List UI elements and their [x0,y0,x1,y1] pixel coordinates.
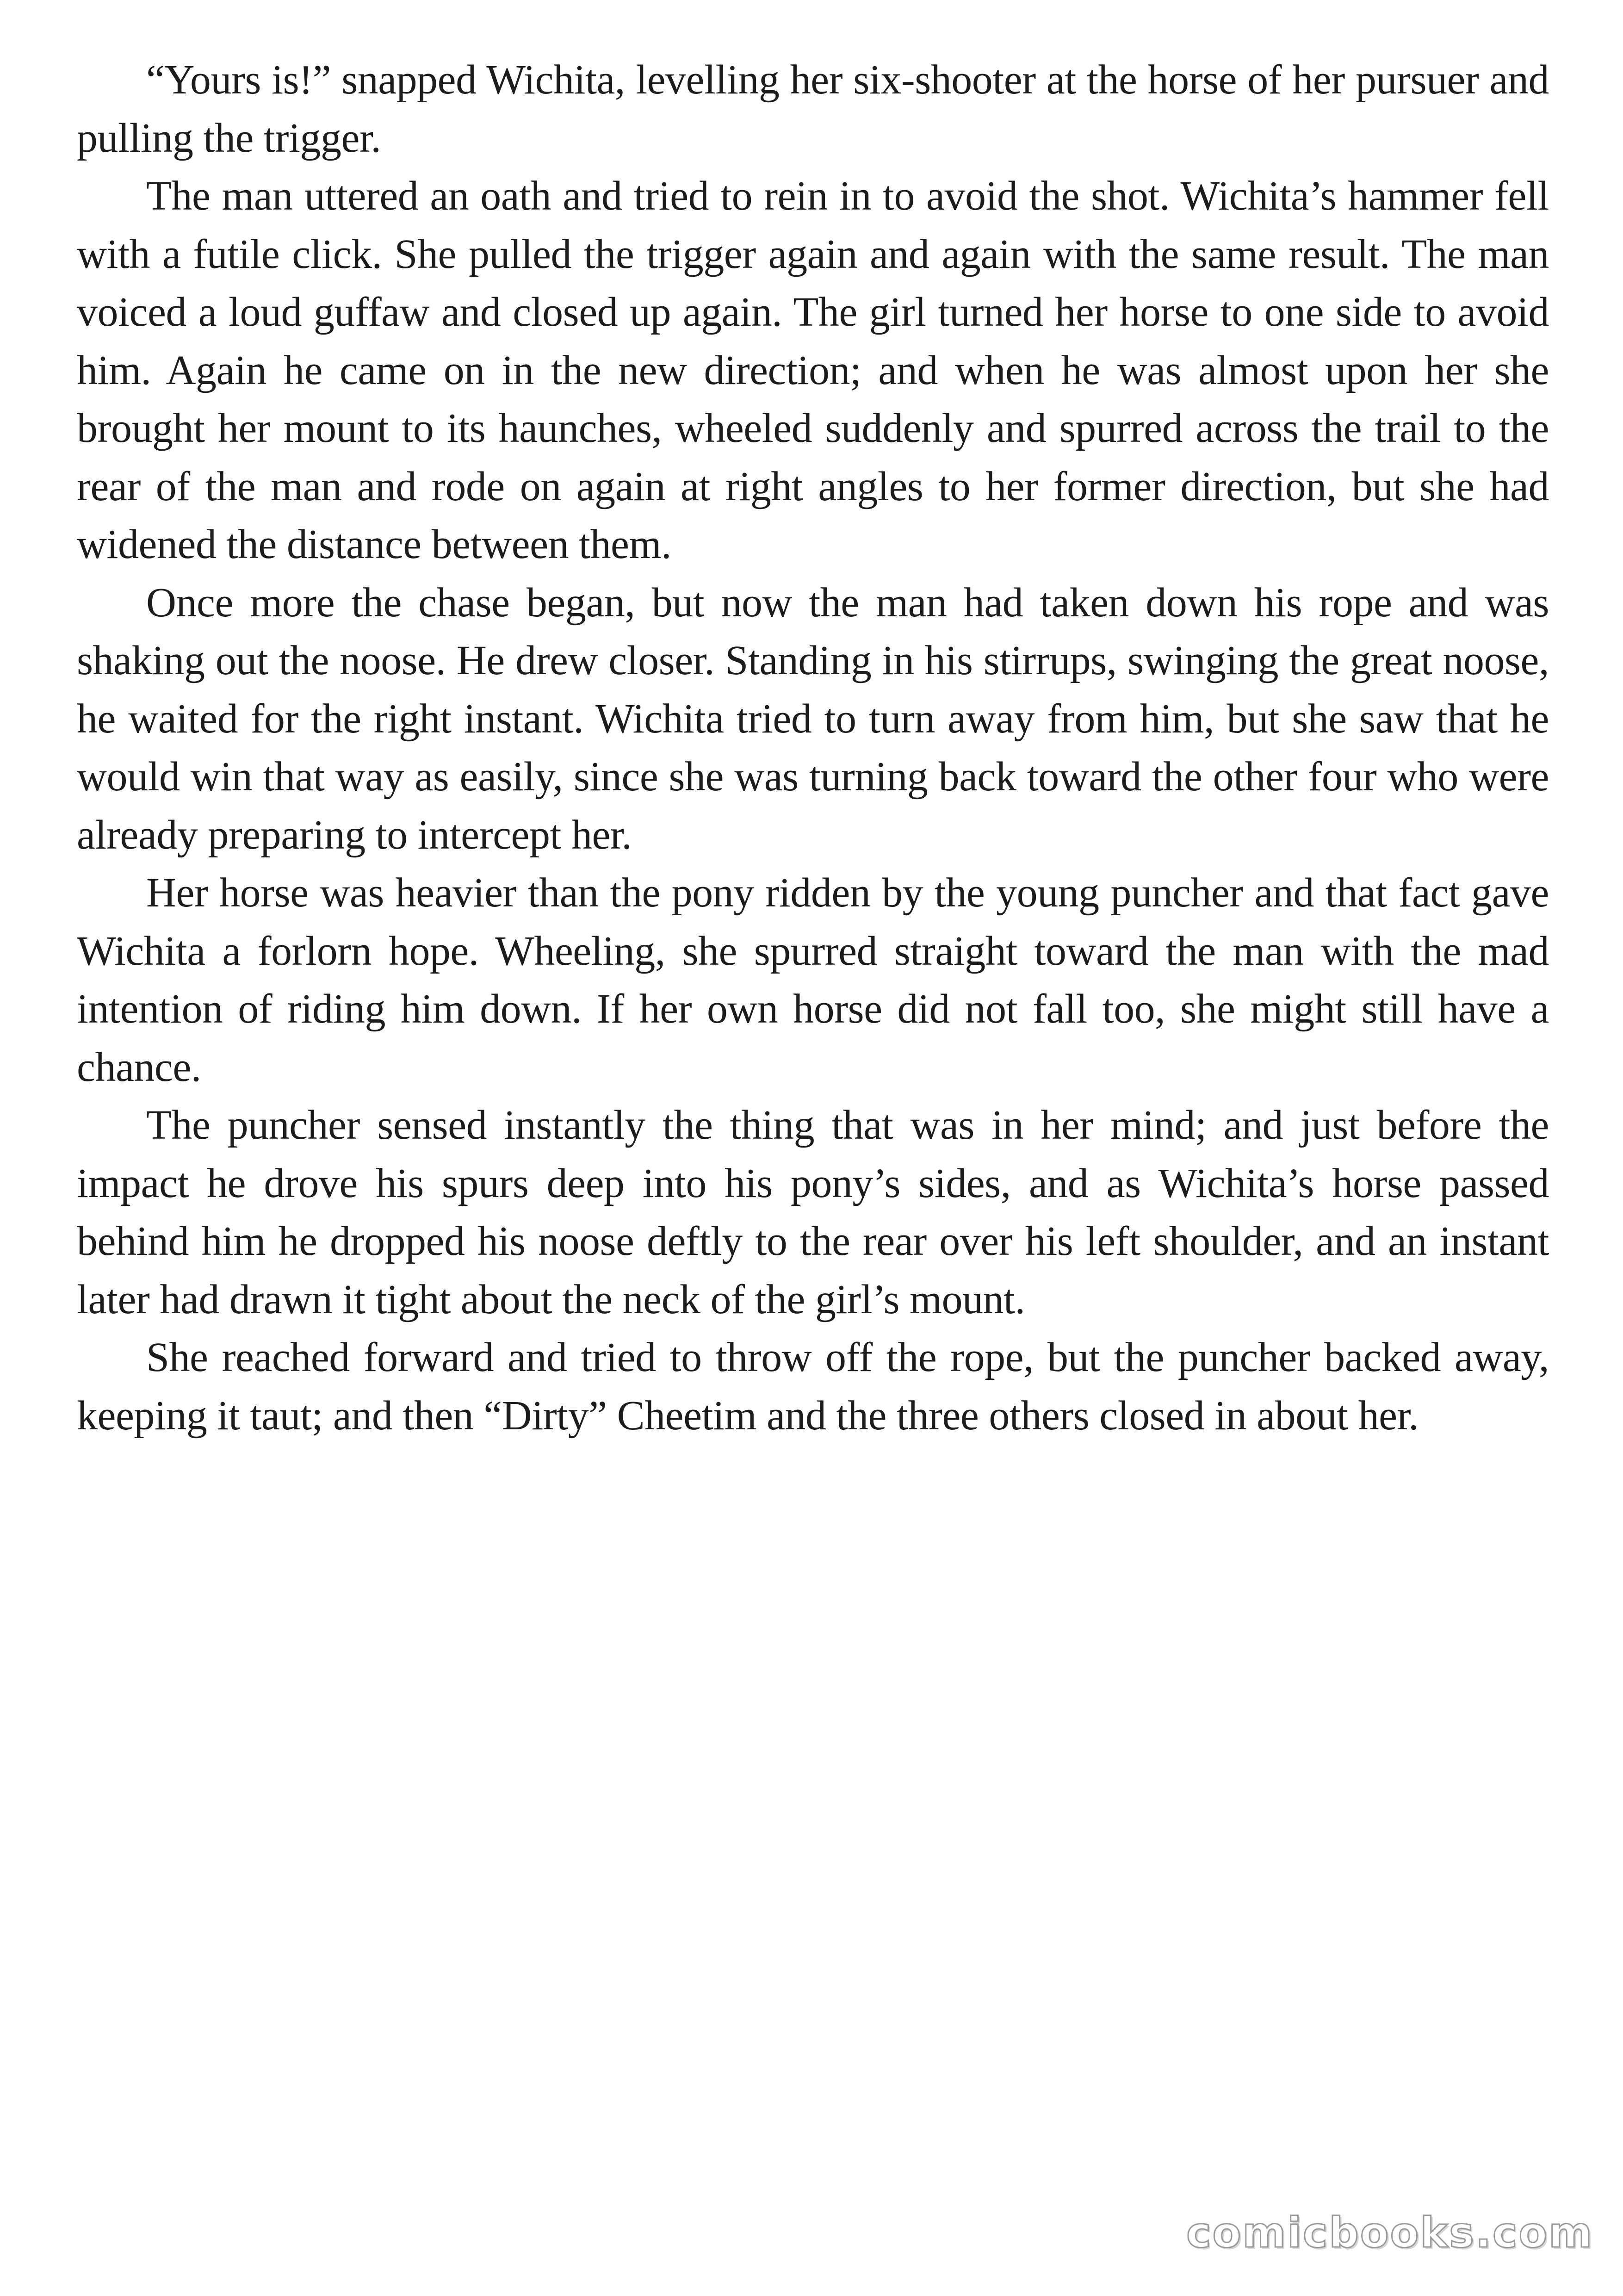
paragraph-5: The puncher sensed instantly the thing that was in her mind; and just before the impact he drove his spurs deep into his pony’s sides, and as Wichita’s horse passed behind him he dropped his noose deftly to the rear over his left shoulder, and an instant later had drawn it tight about the neck of the girl’s mount. [77,1102,1549,1322]
paragraph-3: Once more the chase began, but now the man had taken down his rope and was shaking out the noose. He drew closer. Standing in his stirrups, swinging the great noose, he waited for the right instant. Wichita tried to turn away from him, but she saw that he would win that way as easily, since she was turning back toward the other four who were already preparing to intercept her. [77,579,1549,858]
watermark: comicbooks.com [1186,2209,1593,2257]
paragraph-4: Her horse was heavier than the pony ridden by the young puncher and that fact gave Wichita a forlorn hope. Wheeling, she spurred straight toward the man with the mad intention of riding him down. If her own horse did not fall too, she might still have a chance. [77,870,1549,1090]
page-body [77,51,1549,1445]
paragraph-6: She reached forward and tried to throw off the rope, but the puncher backed away, keeping it taut; and then “Dirty” Cheetim and the three others closed in about her. [77,1334,1549,1439]
paragraph-2: The man uttered an oath and tried to rein in to avoid the shot. Wichita’s hammer fell with a futile click. She pulled the trigger again and again with the same result. The man voiced a loud guffaw and closed up again. The girl turned her horse to one side to avoid him. Again he came on in the new direction; and when he was almost upon her she brought her mount to its haunches, wheeled suddenly and spurred across the trail to the rear of the man and rode on again at right angles to her former direction, but she had widened the distance between them. [77,173,1549,567]
paragraph-1: “Yours is!” snapped Wichita, levelling her six-shooter at the horse of her pursuer and pulling the trigger. [77,57,1549,161]
